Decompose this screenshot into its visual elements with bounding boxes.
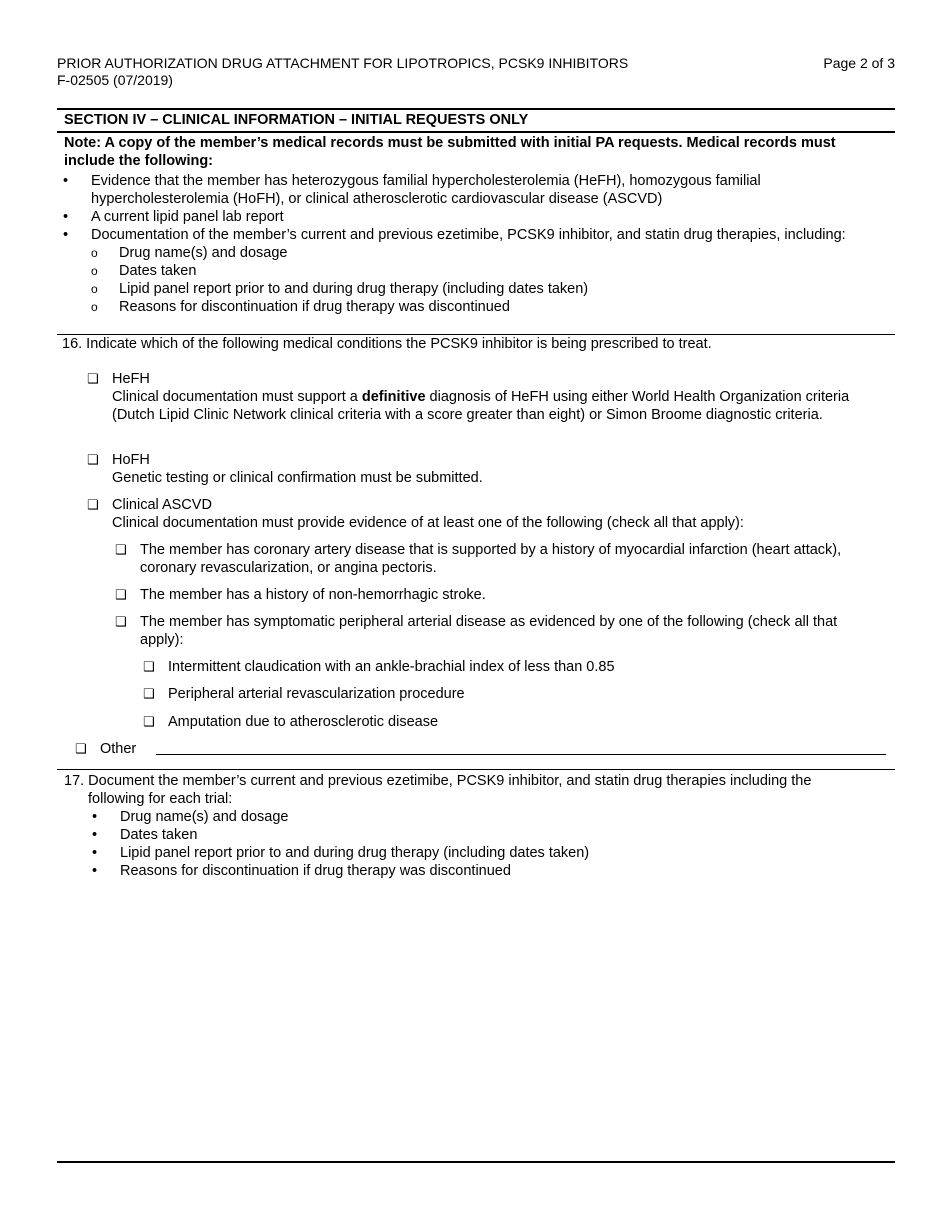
option-hofh <box>87 451 887 487</box>
divider <box>57 131 895 133</box>
page-number: Page 2 of 3 <box>823 55 895 71</box>
stroke-checkbox[interactable]: ❑ <box>115 587 127 602</box>
hefh-checkbox[interactable]: ❑ <box>87 371 99 386</box>
hefh-label: HeFH <box>112 371 150 387</box>
other-label: Other <box>100 741 137 757</box>
question-17-line2: following for each trial: <box>88 791 233 807</box>
ascvd-label: Clinical ASCVD <box>112 497 212 513</box>
question-16: 16. Indicate which of the following medical conditions the PCSK9 inhibitor is being prescribed to treat. <box>62 336 712 352</box>
sub-list-item: o Lipid panel report prior to and during drug therapy (including dates taken) <box>91 281 589 297</box>
hofh-checkbox[interactable]: ❑ <box>87 452 99 467</box>
form-title: PRIOR AUTHORIZATION DRUG ATTACHMENT FOR LIPOTROPICS, PCSK9 INHIBITORS <box>57 55 629 71</box>
revascularization-checkbox[interactable]: ❑ <box>143 686 155 701</box>
page-header <box>57 55 895 89</box>
ascvd-checkbox[interactable]: ❑ <box>87 497 99 512</box>
option-other <box>75 740 887 758</box>
question-17 <box>64 772 884 880</box>
list-item: • A current lipid panel lab report <box>63 209 284 225</box>
ascvd-item-cad: ❑ The member has coronary artery disease that is supported by a history of myocardial infarction (heart attack), coronary revascularization, or angina pectoris. <box>115 542 842 576</box>
list-item: • Dates taken <box>92 827 198 843</box>
question-17-line1: 17. Document the member’s current and previous ezetimibe, PCSK9 inhibitor, and statin drug therapies including the <box>64 773 812 789</box>
ascvd-item-pad: ❑ The member has symptomatic peripheral arterial disease as evidenced by one of the following (check all that apply): <box>115 614 838 648</box>
sub-list-item: o Dates taken <box>91 263 197 279</box>
other-text-field[interactable] <box>156 754 886 755</box>
list-item: • Drug name(s) and dosage <box>92 809 289 825</box>
hofh-description: Genetic testing or clinical confirmation must be submitted. <box>112 470 483 486</box>
pad-checkbox[interactable]: ❑ <box>115 614 127 629</box>
list-item: • Documentation of the member’s current and previous ezetimibe, PCSK9 inhibitor, and statin drug therapies, including: <box>63 227 846 243</box>
option-hefh <box>87 370 887 424</box>
footer-divider <box>57 1161 895 1163</box>
divider <box>57 108 895 110</box>
hofh-label: HoFH <box>112 452 150 468</box>
claudication-checkbox[interactable]: ❑ <box>143 659 155 674</box>
pad-item-claudication: ❑ Intermittent claudication with an ankle-brachial index of less than 0.85 <box>143 659 615 675</box>
amputation-checkbox[interactable]: ❑ <box>143 714 155 729</box>
section-note: Note: A copy of the member’s medical records must be submitted with initial PA requests. Medical records must include the following: <box>64 135 836 169</box>
records-list <box>57 172 887 316</box>
other-checkbox[interactable]: ❑ <box>75 741 87 756</box>
cad-checkbox[interactable]: ❑ <box>115 542 127 557</box>
section-title: SECTION IV – CLINICAL INFORMATION – INITIAL REQUESTS ONLY <box>64 112 529 128</box>
pad-item-amputation: ❑ Amputation due to atherosclerotic disease <box>143 714 439 730</box>
option-ascvd <box>87 496 887 532</box>
list-item: • Reasons for discontinuation if drug therapy was discontinued <box>92 863 511 879</box>
hefh-description: Clinical documentation must support a definitive diagnosis of HeFH using either World Health Organization criteria (Dutch Lipid Clinic Network clinical criteria with a score greater than eight) or Simon Broome diagnostic criteria. <box>112 389 850 423</box>
divider <box>57 334 895 335</box>
list-item: • Lipid panel report prior to and during drug therapy (including dates taken) <box>92 845 590 861</box>
sub-list-item: o Drug name(s) and dosage <box>91 245 288 261</box>
divider <box>57 769 895 770</box>
pad-item-revascularization: ❑ Peripheral arterial revascularization procedure <box>143 686 465 702</box>
list-item: • Evidence that the member has heterozygous familial hypercholesterolemia (HeFH), homozygous familial hypercholesterolemia (HoFH), or clinical atherosclerotic cardiovascular disease (ASCVD) <box>63 173 761 207</box>
form-number: F-02505 (07/2019) <box>57 72 173 88</box>
sub-list-item: o Reasons for discontinuation if drug therapy was discontinued <box>91 299 510 315</box>
ascvd-description: Clinical documentation must provide evidence of at least one of the following (check all that apply): <box>112 515 744 531</box>
ascvd-item-stroke: ❑ The member has a history of non-hemorrhagic stroke. <box>115 587 486 603</box>
